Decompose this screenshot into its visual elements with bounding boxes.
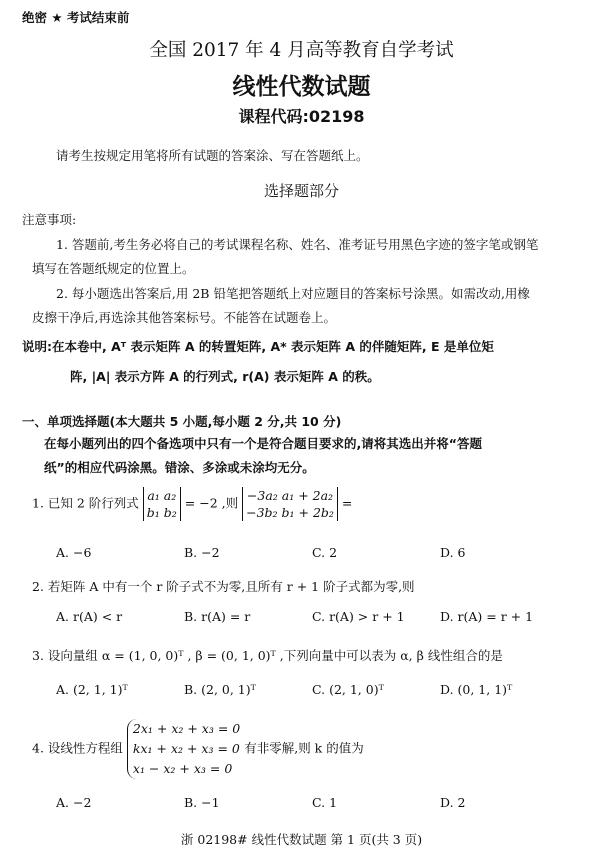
question-1 xyxy=(32,487,352,521)
confidential-label: 绝密 ★ 考试结束前 xyxy=(22,10,130,25)
explanation-line-2: 阵, |A| 表示方阵 A 的行列式, r(A) 表示矩阵 A 的秩。 xyxy=(70,369,380,384)
question-3: 3. 设向量组 α = (1, 0, 0)ᵀ , β = (0, 1, 0)ᵀ ,下列向量中可以表为 α, β 线性组合的是 xyxy=(32,648,503,663)
q1-det2-row2: −3b₂ b₁ + 2b₂ xyxy=(246,505,334,520)
q1-determinant-2 xyxy=(242,487,338,521)
section-title: 选择题部分 xyxy=(263,182,339,200)
q4-eq-3: x₁ − x₂ + x₃ = 0 xyxy=(132,761,233,776)
q4-option-b: B. −1 xyxy=(184,795,220,810)
note-item-1-cont: 填写在答题纸规定的位置上。 xyxy=(32,261,195,276)
q4-option-c: C. 1 xyxy=(312,795,338,810)
q1-options xyxy=(0,545,603,565)
page-footer: 浙 02198# 线性代数试题 第 1 页(共 3 页) xyxy=(180,832,423,847)
q1-det1-row2: b₁ b₂ xyxy=(146,505,177,520)
q4-eq-1: 2x₁ + x₂ + x₃ = 0 xyxy=(132,721,241,736)
q4-eq-2: kx₁ + x₂ + x₃ = 0 xyxy=(132,741,240,756)
q1-option-c: C. 2 xyxy=(312,545,338,560)
q1-determinant-1 xyxy=(143,487,181,521)
note-item-1: 1. 答题前,考生务必将自己的考试课程名称、姓名、准考证号用黑色字迹的签字笔或钢笔 xyxy=(56,237,539,252)
q4-options xyxy=(0,795,603,815)
q3-option-c: C. (2, 1, 0)ᵀ xyxy=(312,682,384,697)
note-item-2-cont: 皮擦干净后,再选涂其他答案标号。不能答在试题卷上。 xyxy=(32,310,336,325)
q1-det2-row1: −3a₂ a₁ + 2a₂ xyxy=(246,488,334,503)
q1-option-a: A. −6 xyxy=(56,545,92,560)
q1-option-b: B. −2 xyxy=(184,545,220,560)
q4-prefix: 4. 设线性方程组 xyxy=(32,740,123,756)
question-4 xyxy=(32,719,364,779)
q3-option-a: A. (2, 1, 1)ᵀ xyxy=(56,682,128,697)
q4-equation-system xyxy=(127,719,240,779)
q4-suffix: 有非零解,则 k 的值为 xyxy=(244,740,364,756)
q2-option-b: B. r(A) = r xyxy=(184,609,251,624)
explanation-line-1: 说明:在本卷中, Aᵀ 表示矩阵 A 的转置矩阵, A* 表示矩阵 A 的伴随矩阵, E 是单位矩 xyxy=(22,339,494,354)
q3-option-b: B. (2, 0, 1)ᵀ xyxy=(184,682,256,697)
q1-prefix: 1. 已知 2 阶行列式 xyxy=(32,495,139,511)
part1-title: 一、单项选择题(本大题共 5 小题,每小题 2 分,共 10 分) xyxy=(22,414,342,429)
q4-option-d: D. 2 xyxy=(440,795,466,810)
q1-option-d: D. 6 xyxy=(440,545,466,560)
q2-options xyxy=(0,609,603,629)
notes-heading: 注意事项: xyxy=(22,212,77,227)
q2-option-a: A. r(A) < r xyxy=(56,609,123,624)
q1-suffix: = xyxy=(341,495,353,511)
q2-option-d: D. r(A) = r + 1 xyxy=(440,609,534,624)
note-item-2: 2. 每小题选出答案后,用 2B 铅笔把答题纸上对应题目的答案标号涂黑。如需改动,用橡 xyxy=(56,286,530,301)
q1-mid: = −2 ,则 xyxy=(184,495,239,511)
question-2: 2. 若矩阵 A 中有一个 r 阶子式不为零,且所有 r + 1 阶子式都为零,则 xyxy=(32,579,415,594)
q4-option-a: A. −2 xyxy=(56,795,92,810)
subject-title: 线性代数试题 xyxy=(232,74,371,100)
course-code: 课程代码:02198 xyxy=(238,107,365,126)
part1-desc-1: 在每小题列出的四个备选项中只有一个是符合题目要求的,请将其选出并将“答题 xyxy=(44,436,482,451)
part1-desc-2: 纸”的相应代码涂黑。错涂、多涂或未涂均无分。 xyxy=(44,460,315,475)
instruction: 请考生按规定用笔将所有试题的答案涂、写在答题纸上。 xyxy=(56,148,369,163)
q3-option-d: D. (0, 1, 1)ᵀ xyxy=(440,682,513,697)
q2-option-c: C. r(A) > r + 1 xyxy=(312,609,405,624)
q1-det1-row1: a₁ a₂ xyxy=(147,488,177,503)
exam-title: 全国 2017 年 4 月高等教育自学考试 xyxy=(149,40,454,61)
q3-options xyxy=(0,682,603,702)
